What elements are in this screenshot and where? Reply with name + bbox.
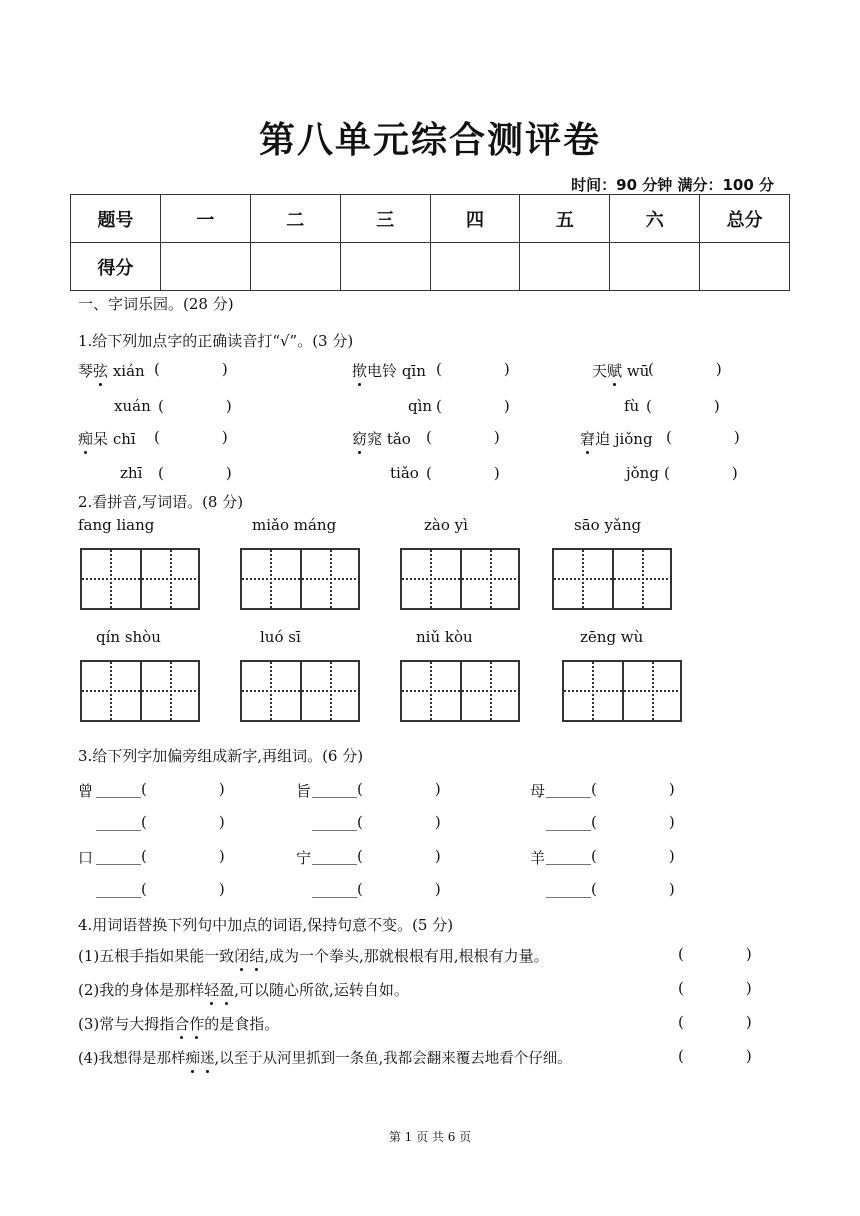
reading-item: 天赋 wū xyxy=(592,362,650,380)
pinyin-label: miǎo máng xyxy=(252,516,337,534)
writing-grid[interactable] xyxy=(562,660,682,722)
score-row-label: 得分 xyxy=(71,243,161,291)
score-cell[interactable] xyxy=(520,243,610,291)
base-char: 羊 xyxy=(530,849,546,867)
score-cell[interactable] xyxy=(700,243,790,291)
reading-item: 窈窕 tǎo xyxy=(352,430,411,448)
base-char: 口 xyxy=(78,849,94,867)
answer-paren[interactable]: ( ) xyxy=(158,464,232,482)
header-cell: 五 xyxy=(520,195,610,243)
reading-item: 揿电铃 qīn xyxy=(352,362,426,380)
base-char: 曾 xyxy=(78,782,94,800)
answer-paren[interactable]: ( ) xyxy=(436,360,510,378)
answer-blank[interactable]: ______( ) xyxy=(546,780,675,798)
writing-grid[interactable] xyxy=(400,548,520,610)
answer-blank[interactable]: ______( ) xyxy=(96,847,225,865)
question-2-prompt: 2.看拼音,写词语。(8 分) xyxy=(78,493,244,511)
pinyin-option: qìn xyxy=(408,397,433,415)
answer-paren[interactable]: ( ) xyxy=(158,397,232,415)
question-3-prompt: 3.给下列字加偏旁组成新字,再组词。(6 分) xyxy=(78,747,364,765)
answer-blank[interactable]: ______( ) xyxy=(312,780,441,798)
score-cell[interactable] xyxy=(610,243,700,291)
pinyin-label: fang liang xyxy=(78,516,155,534)
header-cell: 四 xyxy=(430,195,520,243)
answer-paren[interactable]: ( ) xyxy=(426,464,500,482)
writing-grid[interactable] xyxy=(552,548,672,610)
answer-blank[interactable]: ______( ) xyxy=(96,880,225,898)
answer-blank[interactable]: ______( ) xyxy=(312,813,441,831)
writing-grid[interactable] xyxy=(240,548,360,610)
writing-grid[interactable] xyxy=(80,660,200,722)
score-table-score-row xyxy=(71,243,790,291)
answer-paren[interactable]: ( ) xyxy=(426,428,500,446)
answer-paren[interactable]: ( ) xyxy=(678,945,752,963)
reading-item: 痴呆 chī xyxy=(78,430,136,448)
base-char: 母 xyxy=(530,782,546,800)
pinyin-label: niǔ kòu xyxy=(416,628,473,646)
header-cell: 六 xyxy=(610,195,700,243)
header-cell: 总分 xyxy=(700,195,790,243)
header-cell: 二 xyxy=(250,195,340,243)
answer-blank[interactable]: ______( ) xyxy=(312,880,441,898)
score-cell[interactable] xyxy=(430,243,520,291)
pinyin-label: sāo yǎng xyxy=(574,516,642,534)
answer-paren[interactable]: ( ) xyxy=(678,979,752,997)
pinyin-option: fù xyxy=(624,397,640,415)
sentence-item: (3)常与大拇指合作的是食指。 xyxy=(78,1015,280,1033)
pinyin-label: zēng wù xyxy=(580,628,644,646)
base-char: 旨 xyxy=(296,782,312,800)
answer-paren[interactable]: ( ) xyxy=(646,397,720,415)
section-heading: 一、字词乐园。(28 分) xyxy=(78,295,234,313)
answer-paren[interactable]: ( ) xyxy=(666,428,740,446)
answer-paren[interactable]: ( ) xyxy=(154,428,228,446)
pinyin-option: zhī xyxy=(120,464,143,482)
page-footer: 第 1 页 共 6 页 xyxy=(388,1130,472,1144)
reading-item: 窘迫 jiǒng xyxy=(580,430,653,448)
question-1-prompt: 1.给下列加点字的正确读音打“√”。(3 分) xyxy=(78,332,354,350)
score-cell[interactable] xyxy=(160,243,250,291)
exam-meta: 时间：90 分钟 满分：100 分 xyxy=(571,176,774,194)
answer-blank[interactable]: ______( ) xyxy=(96,813,225,831)
pinyin-label: zào yì xyxy=(424,516,468,534)
answer-blank[interactable]: ______( ) xyxy=(546,813,675,831)
sentence-item: (2)我的身体是那样轻盈,可以随心所欲,运转自如。 xyxy=(78,981,409,999)
sentence-item: (4)我想得是那样痴迷,以至于从河里抓到一条鱼,我都会翻来覆去地看个仔细。 xyxy=(78,1047,572,1068)
writing-grid[interactable] xyxy=(400,660,520,722)
pinyin-label: luó sī xyxy=(260,628,301,646)
pinyin-label: qín shòu xyxy=(96,628,161,646)
base-char: 宁 xyxy=(296,849,312,867)
score-cell[interactable] xyxy=(250,243,340,291)
answer-paren[interactable]: ( ) xyxy=(678,1047,752,1065)
score-table-header-row xyxy=(71,195,790,243)
answer-blank[interactable]: ______( ) xyxy=(96,780,225,798)
answer-paren[interactable]: ( ) xyxy=(648,360,722,378)
answer-paren[interactable]: ( ) xyxy=(436,397,510,415)
writing-grid[interactable] xyxy=(80,548,200,610)
sentence-item: (1)五根手指如果能一致闭结,成为一个拳头,那就根根有用,根根有力量。 xyxy=(78,947,549,965)
header-cell: 三 xyxy=(340,195,430,243)
pinyin-option: jǒng xyxy=(626,464,659,482)
answer-blank[interactable]: ______( ) xyxy=(546,847,675,865)
score-table xyxy=(70,194,790,291)
writing-grid[interactable] xyxy=(240,660,360,722)
score-cell[interactable] xyxy=(340,243,430,291)
pinyin-option: xuán xyxy=(114,397,151,415)
header-cell: 一 xyxy=(160,195,250,243)
reading-item: 琴弦 xián xyxy=(78,362,145,380)
answer-paren[interactable]: ( ) xyxy=(154,360,228,378)
answer-paren[interactable]: ( ) xyxy=(664,464,738,482)
answer-blank[interactable]: ______( ) xyxy=(546,880,675,898)
answer-blank[interactable]: ______( ) xyxy=(312,847,441,865)
pinyin-option: tiǎo xyxy=(390,464,419,482)
question-4-prompt: 4.用词语替换下列句中加点的词语,保持句意不变。(5 分) xyxy=(78,916,454,934)
header-cell: 题号 xyxy=(71,195,161,243)
answer-paren[interactable]: ( ) xyxy=(678,1013,752,1031)
page-title: 第八单元综合测评卷 xyxy=(258,120,601,161)
